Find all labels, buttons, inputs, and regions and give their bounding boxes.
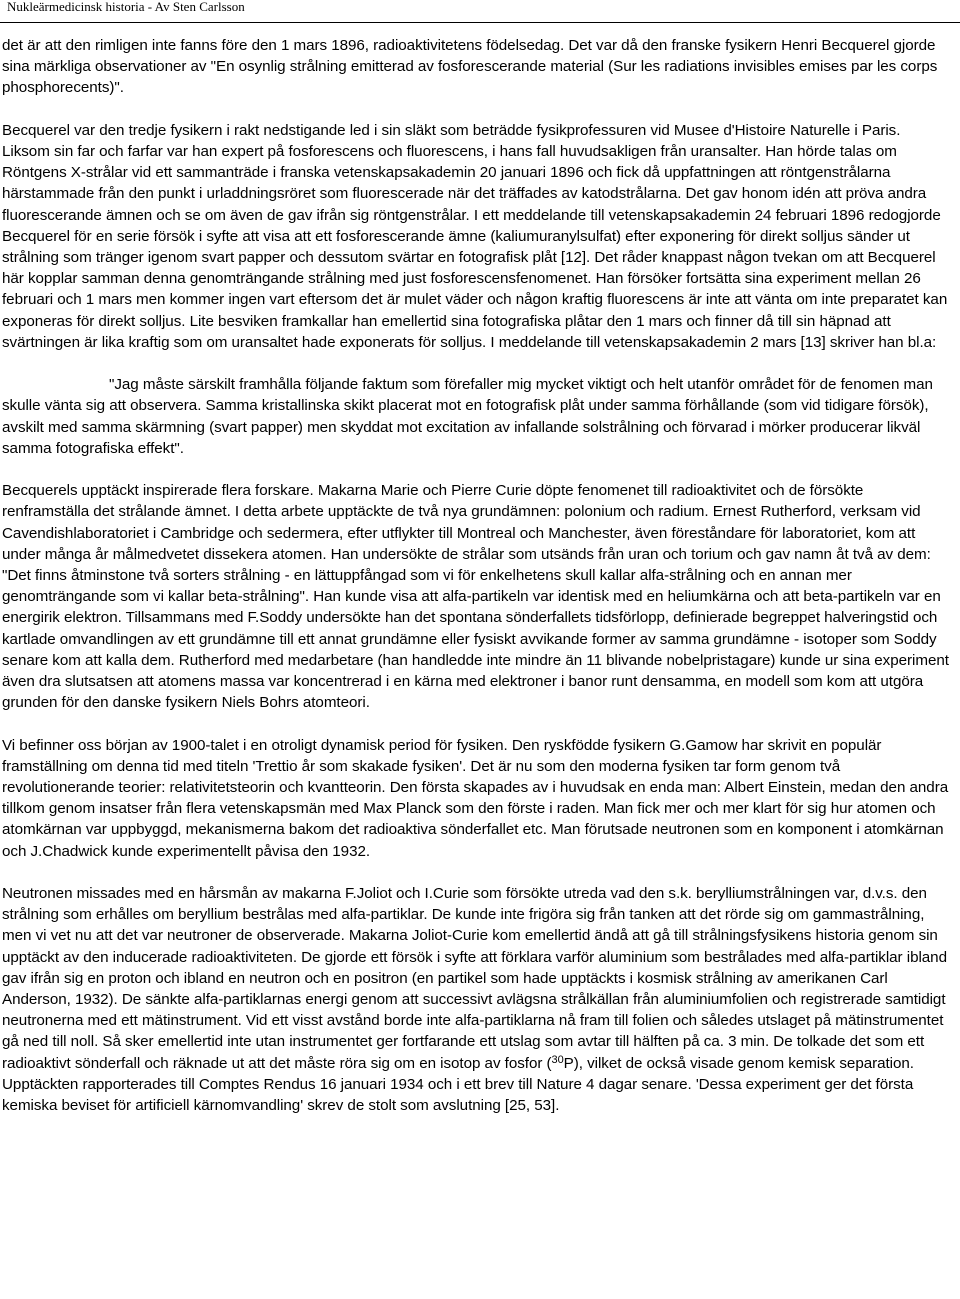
paragraph-6 [2, 883, 950, 1116]
page-header-title: Nukleärmedicinsk historia - Av Sten Carlsson [7, 0, 245, 14]
paragraph-6-text-b: P), vilket de också visade genom kemisk separation. Upptäckten rapporterades till Comptes Rendus 16 januari 1934 och i ett brev till Nature 4 dagar senare. 'Dessa experiment ger det första kemiska beviset för artificiell kärnomvandling' skrev de stolt som avslutning [25, 53]. [2, 1054, 914, 1115]
page-header [7, 0, 245, 14]
paragraph-4: Becquerels upptäckt inspirerade flera forskare. Makarna Marie och Pierre Curie döpte fenomenet till radioaktivitet och de försökte renframställa det strålande ämnet. I detta arbete upptäckte de två nya grundämnen: polonium och radium. Ernest Rutherford, verksam vid Cavendishlaboratoriet i Cambridge och sedermera, efter utflykter till Montreal och Manchester, även föreståndare för laboratoriet, kom att under många år målmedvetet dissekera atomen. Han undersökte de strålar som utsänds från uran och torium och gav namn åt två av dem: "Det finns åtminstone två sorters strålning - en lättuppfångad som vi för enkelhetens skull kallar alfa-strålning och en annan mer genomträngande som vi kallar beta-strålning". Han kunde visa att alfa-partikeln var identisk med en heliumkärna och att beta-partikeln var en energirik elektron. Tillsammans med F.Soddy undersökte han det spontana sönderfallets tidsförlopp, definierade begreppet halveringstid och kartlade omvandlingen av ett grundämne till ett annat grundämne eller fysiskt avvikande former av samma grundämne - isotoper som Soddy senare kom att kalla dem. Rutherford med medarbetare (han handledde inte mindre än 11 blivande nobelpristagare) kunde ur sina experiment även dra slutsatsen att atomens massa var koncentrerad i en kärna med elektroner i banor runt densamma, en modell som kom att utgöra grunden för den danske fysikern Niels Bohrs atomteori. [2, 482, 949, 712]
paragraph-5: Vi befinner oss början av 1900-talet i en otroligt dynamisk period för fysiken. Den ryskfödde fysikern G.Gamow har skrivit en populär framställning om denna tid med titeln 'Trettio år som skakade fysiken'. Det är nu som den moderna fysiken tar form genom två revolutionerande teorier: relativitetsteorin och kvantteorin. Den första skapades av i huvudsak en enda man: Albert Einstein, medan den andra tillkom genom insatser från flera vetenskapsmän med Max Planck som den förste i raden. Man fick mer och mer klart för sig hur atomen och atomkärnan var uppbyggd, mekanismerna bakom det radioaktiva sönderfallet etc. Man förutsade neutronen som en komponent i atomkärnan och J.Chadwick kunde experimentellt påvisa den 1932. [2, 736, 949, 860]
header-divider [0, 22, 960, 23]
document-body [2, 35, 950, 1137]
paragraph-2: Becquerel var den tredje fysikern i rakt nedstigande led i sin släkt som beträdde fysikprofessuren vid Musee d'Histoire Naturelle i Paris. Liksom sin far och farfar var han expert på fosforescens och fluorescens, i hans fall huvudsakligen från uransalter. Han hörde talas om Röntgens X-strålar vid ett sammanträde i franska vetenskapsakademin 20 januari 1896 och fick då uppfattningen att röntgenstrålarna härstammade från den punkt i urladdningsröret som fluorescerade när det träffades av katodstrålarna. Det gav honom idén att pröva andra fluorescerande ämnen och se om även de gav ifrån sig röntgenstrålar. I ett meddelande till vetenskapsakademin 24 februari 1896 redogjorde Becquerel för en serie försök i syfte att visa att ett fosforescerande ämne (kaliumuranylsulfat) efter exponering för direkt solljus sänder ut strålning som tränger igenom svart papper och dessutom svärtar en fotografisk plåt [12]. Det råder knappast någon tvekan om att Becquerel här kopplar samman denna genomträngande strålning med just fosforescensfenomenet. Han försöker fortsätta sina experiment mellan 26 februari och 1 mars men kommer ingen vart eftersom det är mulet väder och någon kraftig fluorescens är inte att vänta om inte preparatet kan exponeras för direkt solljus. Lite besviken framkallar han emellertid sina fotografiska plåtar den 1 mars och finner då till sin häpnad att svärtningen är lika kraftig som om uransaltet hade exponerats för solljus. I meddelande till vetenskapsakademin 2 mars [13] skriver han bl.a: [2, 121, 948, 351]
quote-paragraph [2, 374, 950, 459]
quote-text: "Jag måste särskilt framhålla följande faktum som förefaller mig mycket viktigt och helt utanför området för de fenomen man skulle vänta sig att observera. Samma kristallinska skikt placerat mot en fotografisk plåt under samma förhållande (som vid tidigare försök), avskilt med samma skärmning (svart papper) men skyddat mot excitation av infallande solstrålning och förvarad i mörker producerar likväl samma fotografiska effekt". [2, 376, 933, 457]
paragraph-1: det är att den rimligen inte fanns före den 1 mars 1896, radioaktivitetens födelsedag. Det var då den franske fysikern Henri Becquerel gjorde sina märkliga observationer av "En osynlig strålning emitterad av fosforescerande material (Sur les radiations invisibles emises par les corps phosphorecents)". [2, 37, 938, 97]
isotope-mass-number: 30 [551, 1053, 564, 1066]
paragraph-6-text-a: Neutronen missades med en hårsmån av makarna F.Joliot och I.Curie som försökte utreda vad den s.k. berylliumstrålningen var, d.v.s. den strålning som erhålles om beryllium bestrålas med alfa-partiklar. De kunde inte frigöra sig från tanken att det rörde sig om gammastrålning, men vi vet nu att det var neutroner de observerade. Makarna Joliot-Curie kom emellertid ändå att gå till strålningsfysikens historia genom sin upptäckt av den inducerade radioaktiviteten. De gjorde ett försök i syfte att förklara varför aluminium som bestrålades med alfa-partiklar ibland gav ifrån sig en proton och ibland en neutron och en positron (en partikel som hade upptäckts i kosmisk strålning av amerikanen Carl Anderson, 1932). De sänkte alfa-partiklarnas energi genom att successivt avlägsna strålkällan från aluminiumfolien och registrerade samtidigt neutronerna med ett mätinstrument. Vid ett visst avstånd borde inte alfa-partiklarna nå fram till folien och således utslaget på mätinstrumentet gå ned till noll. Så sker emellertid inte utan instrumentet ger fortfarande ett utslag som avtar till hälften på ca. 3 min. De tolkade det som ett radioaktivt sönderfall och räknade ut att det måste röra sig om en isotop av fosfor ( [2, 885, 947, 1072]
